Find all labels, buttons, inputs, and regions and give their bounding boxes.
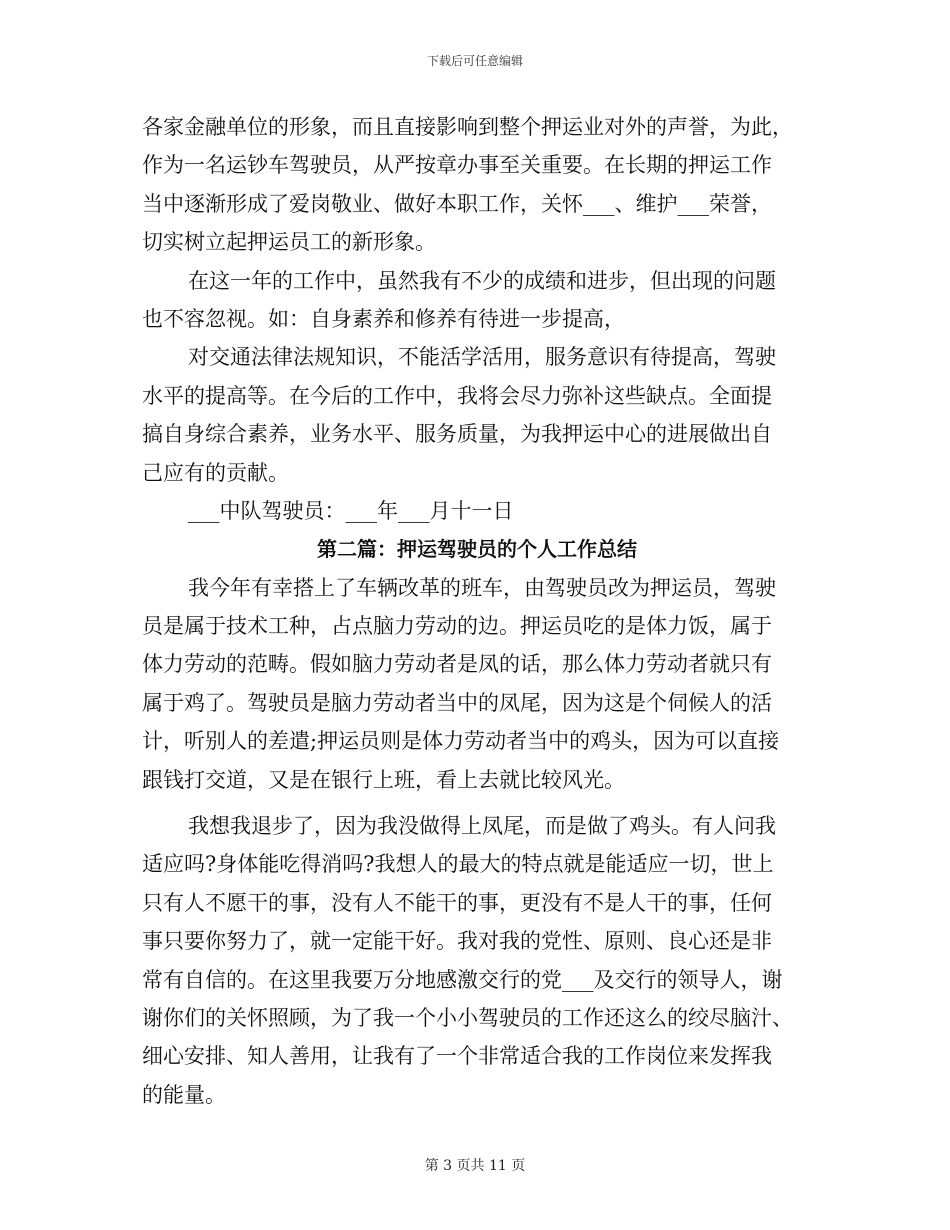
text-line: 各家金融单位的形象，而且直接影响到整个押运业对外的声誉，为此，: [142, 115, 793, 139]
text-line: 的能量。: [142, 1082, 226, 1107]
text-line: 作为一名运钞车驾驶员，从严按章办事至关重要。在长期的押运工作: [142, 153, 772, 178]
text-line: 员是属于技术工种，占点脑力劳动的边。押运员吃的是体力饭，属于: [142, 614, 772, 639]
text-line: 细心安排、知人善用，让我有了一个非常适合我的工作岗位来发挥我: [142, 1044, 772, 1069]
text-line: 在这一年的工作中，虽然我有不少的成绩和进步，但出现的问题: [188, 268, 776, 293]
paragraph-gap: [142, 799, 812, 807]
text-line: 切实树立起押运员工的新形象。: [142, 230, 436, 255]
text-line: 我想我退步了，因为我没做得上凤尾，而是做了鸡头。有人问我: [188, 814, 776, 839]
page-header: 下载后可任意编辑: [426, 54, 523, 68]
text-line: 也不容忽视。如：自身素养和修养有待进一步提高，: [142, 306, 625, 331]
text-line: 我今年有幸搭上了车辆改革的班车，由驾驶员改为押运员，驾驶: [188, 575, 776, 600]
text-line: 常有自信的。在这里我要万分地感激交行的党___及交行的领导人，谢: [142, 967, 783, 992]
document-body: [142, 108, 812, 1114]
text-line: 体力劳动的范畴。假如脑力劳动者是凤的话，那么体力劳动者就只有: [142, 652, 772, 677]
text-line: 搞自身综合素养，业务水平、服务质量，为我押运中心的进展做出自: [142, 422, 772, 447]
page-footer: 第 3 页共 11 页: [424, 1158, 526, 1174]
text-line: 当中逐渐形成了爱岗敬业、做好本职工作，关怀___、维护___荣誉，: [142, 191, 772, 216]
text-line: 水平的提高等。在今后的工作中，我将会尽力弥补这些缺点。全面提: [142, 383, 772, 408]
signature-line: ___中队驾驶员：___年___月十一日: [188, 498, 514, 523]
text-line: 只有人不愿干的事，没有人不能干的事，更没有不是人干的事，任何: [142, 890, 772, 915]
text-line: 谢你们的关怀照顾，为了我一个小小驾驶员的工作还这么的绞尽脑汁、: [142, 1005, 793, 1030]
text-line: 属于鸡了。驾驶员是脑力劳动者当中的凤尾，因为这是个伺候人的活: [142, 690, 772, 715]
text-line: 事只要你努力了，就一定能干好。我对我的党性、原则、良心还是非: [142, 929, 772, 954]
text-line: 对交通法律法规知识，不能活学活用，服务意识有待提高，驾驶: [188, 345, 776, 370]
text-line: 跟钱打交道，又是在银行上班，看上去就比较风光。: [142, 767, 625, 792]
text-line: 计，听别人的差遣;押运员则是体力劳动者当中的鸡头，因为可以直接: [142, 729, 780, 754]
text-line: 己应有的贡献。: [142, 460, 289, 485]
text-line: 适应吗?身体能吃得消吗?我想人的最大的特点就是能适应一切，世上: [142, 852, 774, 877]
section-heading: 第二篇：押运驾驶员的个人工作总结: [317, 537, 637, 562]
